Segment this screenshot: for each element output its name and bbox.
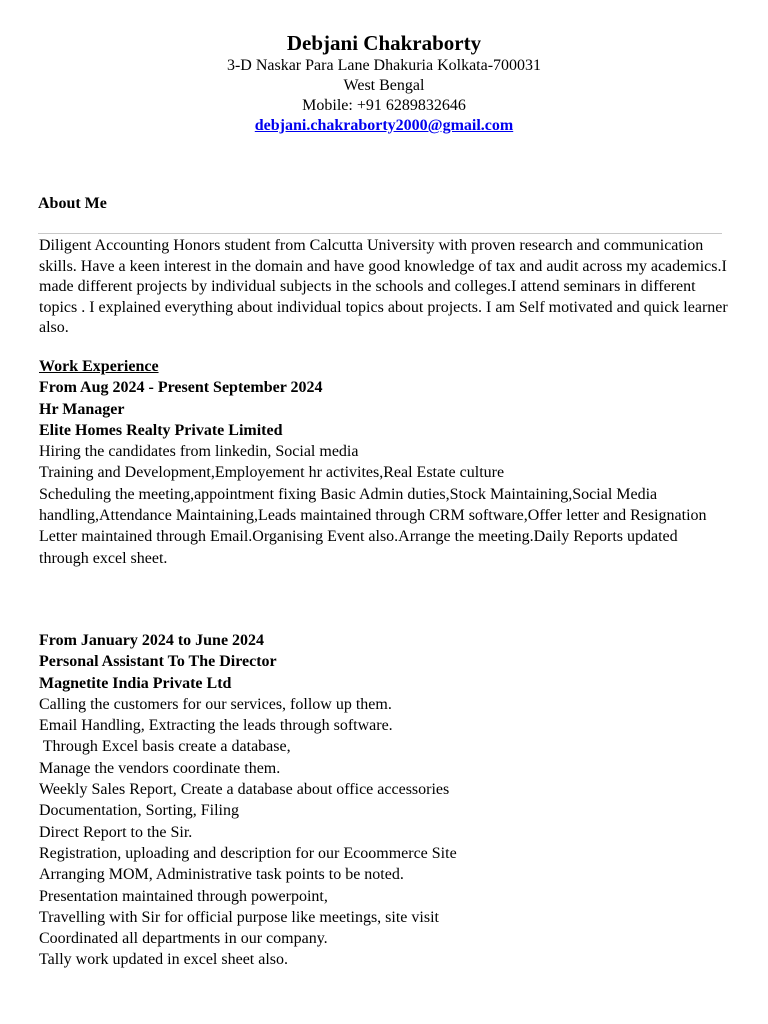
job2-duty: Weekly Sales Report, Create a database about office accessories (39, 781, 450, 799)
job1-duty: Scheduling the meeting,appointment fixing Basic Admin duties,Stock Maintaining,Social Media handling,Attendance Maintaining,Leads maintained through CRM software,Offer letter and Resignation Letter maintained through Email.Organising Event also.Arrange the meeting.Daily Reports updated through excel sheet. (39, 485, 707, 567)
work-experience-section (39, 356, 729, 569)
job2-duty: Presentation maintained through powerpoint, (39, 887, 328, 905)
job1-period: From Aug 2024 - Present September 2024 (39, 379, 323, 397)
job2-duty: Coordinated all departments in our company. (39, 930, 328, 948)
job2-duty: Calling the customers for our services, follow up them. (39, 695, 392, 713)
job2-duty: Tally work updated in excel sheet also. (39, 951, 289, 969)
job2-duty: Documentation, Sorting, Filing (39, 802, 239, 820)
job1-company: Elite Homes Realty Private Limited (39, 421, 283, 439)
about-heading: About Me (38, 195, 107, 212)
job2-duty: Direct Report to the Sir. (39, 823, 193, 841)
work-experience-heading: Work Experience (39, 358, 159, 375)
job2-duty: Travelling with Sir for official purpose like meetings, site visit (39, 908, 439, 926)
job2-section (39, 630, 729, 971)
mobile-line: Mobile: +91 6289832646 (302, 97, 466, 114)
address-line: 3-D Naskar Para Lane Dhakuria Kolkata-700031 (226, 57, 542, 74)
job2-company: Magnetite India Private Ltd (39, 674, 232, 692)
resume-header (0, 30, 768, 136)
job2-duty: Registration, uploading and description for our Ecoommerce Site (39, 844, 457, 862)
about-text: Diligent Accounting Honors student from Calcutta University with proven research and communication skills. Have a keen interest in the domain and have good knowledge of tax and audit across my academics.I made different projects by individual subjects in the schools and colleges.I attend seminars in different topics . I explained everything about individual topics about projects. I am Self motivated and quick learner also. (39, 237, 728, 337)
job2-duty: Manage the vendors coordinate them. (39, 759, 281, 777)
job2-duty: Arranging MOM, Administrative task points to be noted. (39, 866, 404, 884)
section-divider (38, 233, 722, 234)
email-link[interactable]: debjani.chakraborty2000@gmail.com (254, 117, 514, 134)
job2-duty: Email Handling, Extracting the leads through software. (39, 717, 393, 735)
job2-duty: Through Excel basis create a database, (39, 738, 291, 756)
job2-period: From January 2024 to June 2024 (39, 632, 265, 649)
job1-duty: Hiring the candidates from linkedin, Social media (39, 443, 359, 461)
state-line: West Bengal (343, 77, 425, 94)
job1-duty: Training and Development,Employement hr activites,Real Estate culture (39, 464, 505, 482)
candidate-name: Debjani Chakraborty (286, 31, 482, 55)
job2-role: Personal Assistant To The Director (39, 653, 277, 671)
job1-role: Hr Manager (39, 400, 125, 418)
